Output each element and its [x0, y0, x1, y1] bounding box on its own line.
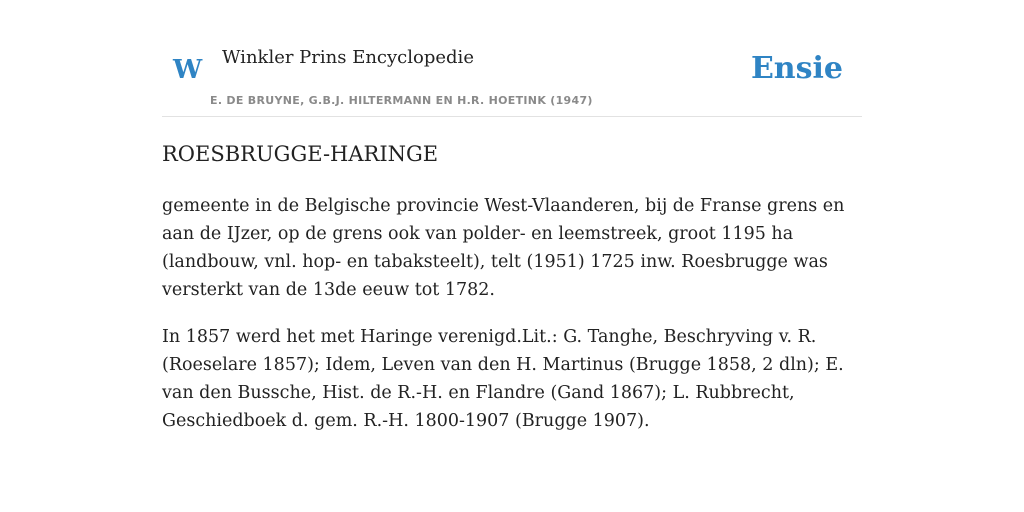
source-authors: E. DE BRUYNE, G.B.J. HILTERMANN EN H.R. HOETINK (1947) [210, 94, 593, 107]
article [162, 136, 862, 435]
winkler-prins-logo[interactable]: W [173, 55, 203, 85]
article-title: ROESBRUGGE-HARINGE [162, 142, 439, 166]
source-title[interactable]: Winkler Prins Encyclopedie [222, 47, 474, 68]
article-paragraph: In 1857 werd het met Haringe verenigd.Lit.: G. Tanghe, Beschryving v. R. (Roeselare 1857); Idem, Leven van den H. Martinus (Brugge 1858, 2 dln); E. van den Bussche, Hist. de R.-H. en Flandre (Gand 1867); L. Rubbrecht, Geschiedboek d. gem. R.-H. 1800-1907 (Brugge 1907). [162, 327, 844, 431]
ensie-brand-logo[interactable]: Ensie [750, 51, 843, 86]
source-header [162, 0, 862, 117]
article-paragraph: gemeente in de Belgische provincie West-Vlaanderen, bij de Franse grens en aan de IJzer, op de grens ook van polder- en leemstreek, groot 1195 ha (landbouw, vnl. hop- en tabaksteelt), telt (1951) 1725 inw. Roesbrugge was versterkt van de 13de eeuw tot 1782. [162, 196, 845, 300]
